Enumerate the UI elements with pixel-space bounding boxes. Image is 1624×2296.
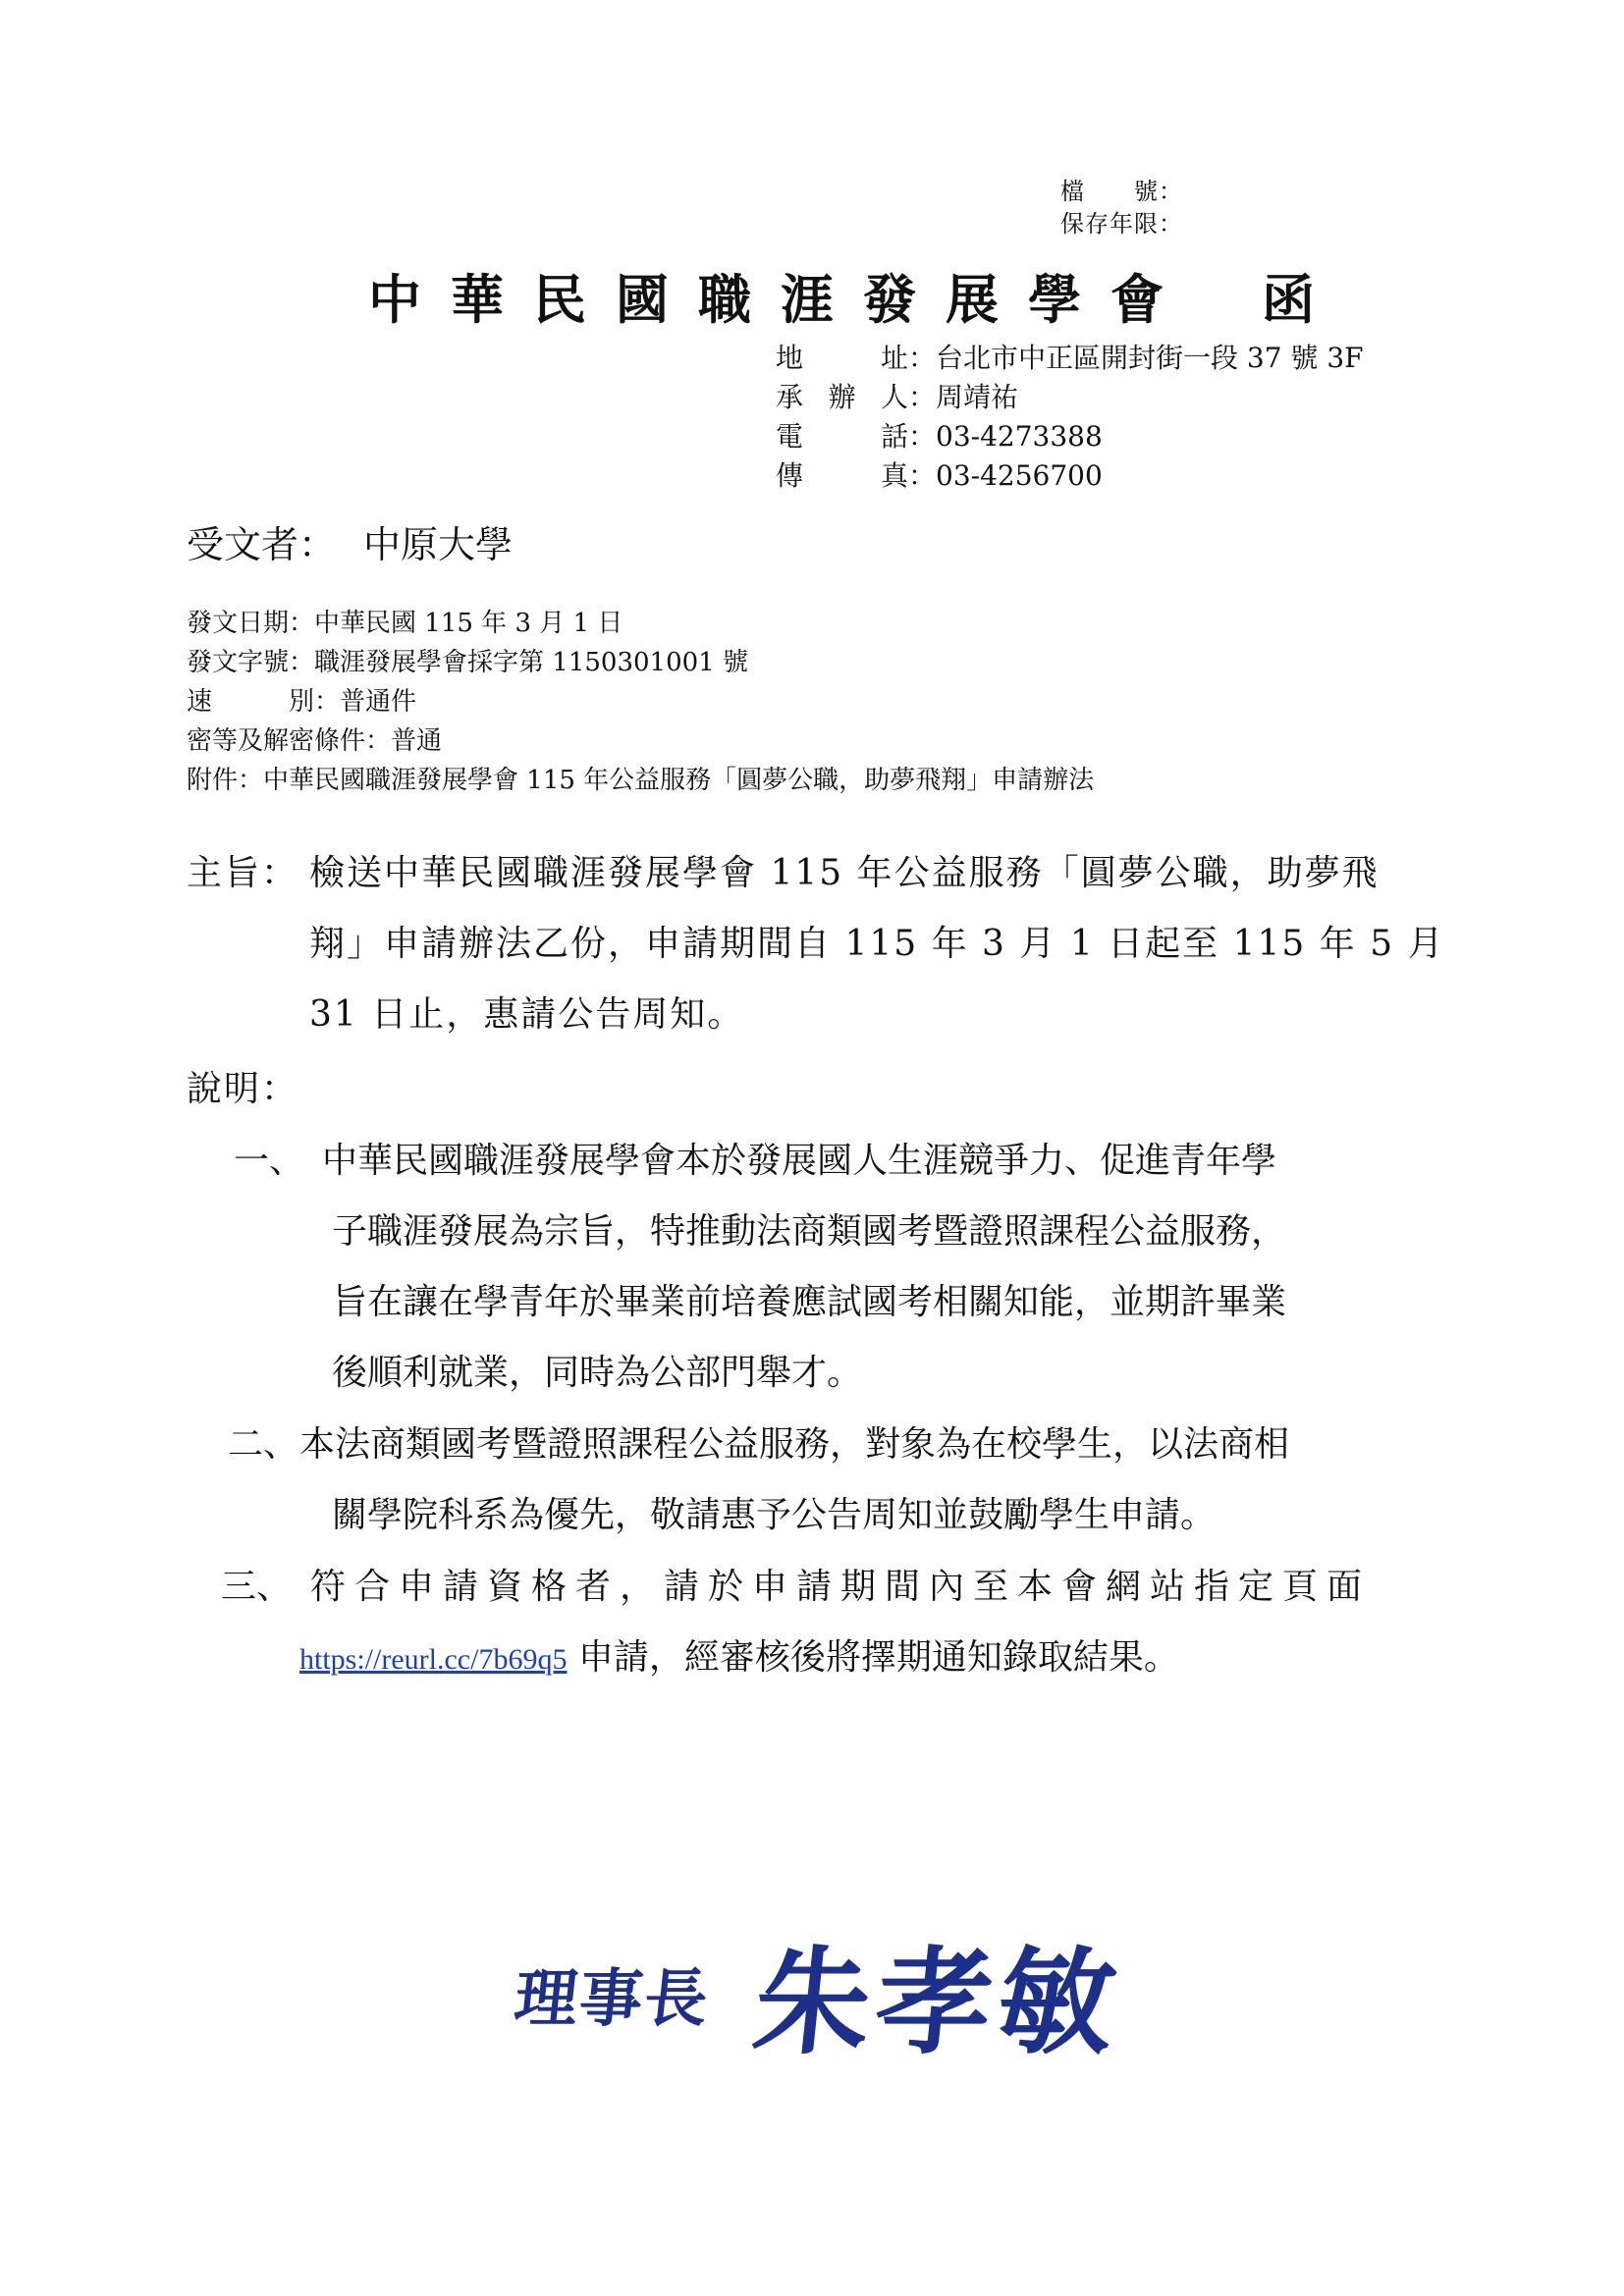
explanation-label: 說明：: [187, 1069, 299, 1109]
sender-phone-row: 電話：03-4273388: [776, 417, 1103, 456]
attachment-row: 附件：中華民國職涯發展學會 115 年公益服務「圓夢公職，助夢飛翔」申請辦法: [187, 766, 1095, 795]
subject-line-2: 翔」申請辦法乙份，申請期間自 115 年 3 月 1 日起至 115 年 5 月: [309, 924, 1445, 964]
item-1-line-1: [322, 1137, 1441, 1186]
title-char: 華: [451, 269, 504, 331]
sender-address-row: 地址：台北市中正區開封街一段 37 號 3F: [776, 339, 1364, 378]
issue-date-row: 發文日期：中華民國 115 年 3 月 1 日: [187, 609, 623, 638]
title-char: 發: [863, 269, 916, 331]
application-link[interactable]: https://reurl.cc/7b69q5: [299, 1643, 568, 1676]
item-1-line-1-text: 中華民國職涯發展學會本於發展國人生涯競爭力、促進青年學: [322, 1141, 1277, 1181]
sender-fax-row: 傳真：03-4256700: [776, 456, 1103, 496]
item-3-line-2-rest: 申請，經審核後將擇期通知錄取結果。: [567, 1637, 1179, 1678]
phone-label: 電話: [776, 420, 908, 453]
doc-number-value: 職涯發展學會採字第 1150301001 號: [314, 648, 748, 677]
item-1-line-2: 子職涯發展為宗旨，特推動法商類國考暨證照課程公益服務，: [332, 1211, 1287, 1252]
speed-label: 速別: [187, 687, 314, 717]
attachment-value: 中華民國職涯發展學會 115 年公益服務「圓夢公職，助夢飛翔」申請辦法: [263, 766, 1095, 795]
retention-period-label: 保存年限：: [1060, 210, 1183, 238]
attachment-label: 附件: [187, 766, 239, 795]
document-type: 函: [1262, 269, 1315, 331]
handler-label: 承辦人: [776, 381, 908, 413]
subject-line-3: 31 日止，惠請公告周知。: [309, 994, 745, 1035]
doc-number-label: 發文字號: [187, 648, 290, 677]
speed-value: 普通件: [340, 687, 417, 717]
classification-row: 密等及解密條件：普通: [187, 726, 443, 756]
handler-value: 周靖祐: [936, 381, 1019, 413]
item-1-line-4: 後順利就業，同時為公部門舉才。: [332, 1353, 863, 1393]
item-3-line-2: [299, 1633, 1179, 1684]
title-char: 職: [698, 269, 751, 331]
recipient-value: 中原大學: [363, 523, 514, 566]
title-char: 民: [533, 269, 586, 331]
file-number-label: 檔 號：: [1060, 178, 1183, 205]
fax-label: 傳真: [776, 459, 908, 492]
doc-number-row: 發文字號：職涯發展學會採字第 1150301001 號: [187, 648, 748, 677]
item-2-line-2: 關學院科系為優先，敬請惠予公告周知並鼓勵學生申請。: [332, 1495, 1217, 1535]
item-1-line-3: 旨在讓在學青年於畢業前培養應試國考相關知能，並期許畢業: [332, 1282, 1287, 1322]
address-value: 台北市中正區開封街一段 37 號 3F: [936, 342, 1364, 374]
title-char: 國: [616, 269, 669, 331]
fax-value: 03-4256700: [936, 459, 1103, 492]
issue-date-value: 中華民國 115 年 3 月 1 日: [314, 609, 623, 638]
item-2-line-1: 本法商類國考暨證照課程公益服務，對象為在校學生，以法商相: [299, 1424, 1290, 1465]
item-2-marker: 二、: [228, 1424, 299, 1465]
title-char: 中: [368, 269, 421, 331]
sender-handler-row: 承辦人：周靖祐: [776, 378, 1018, 417]
recipient: [187, 520, 513, 569]
subject-line-1: 檢送中華民國職涯發展學會 115 年公益服務「圓夢公職，助夢飛: [309, 853, 1380, 893]
title-char: 會: [1110, 269, 1164, 331]
classification-value: 普通: [391, 726, 443, 756]
speed-row: 速別：普通件: [187, 682, 416, 721]
title-char: 學: [1028, 269, 1081, 331]
document-title: [368, 265, 1350, 344]
classification-label: 密等及解密條件: [187, 726, 366, 756]
phone-value: 03-4273388: [936, 420, 1103, 453]
item-1-marker: 一、: [234, 1141, 305, 1181]
title-char: 涯: [781, 269, 834, 331]
item-3-line-1: 符合申請資格者，請於申請期間內至本會網站指定頁面: [310, 1567, 1372, 1607]
signature-title: 理事長: [511, 1962, 714, 2036]
subject-label: 主旨：: [187, 853, 299, 893]
title-char: 展: [946, 269, 999, 331]
item-3-marker: 三、: [221, 1567, 293, 1607]
signature-name: 朱孝敏: [747, 1934, 1128, 2070]
address-label: 地址: [776, 342, 908, 374]
issue-date-label: 發文日期: [187, 609, 290, 638]
recipient-label: 受文者：: [187, 523, 337, 566]
